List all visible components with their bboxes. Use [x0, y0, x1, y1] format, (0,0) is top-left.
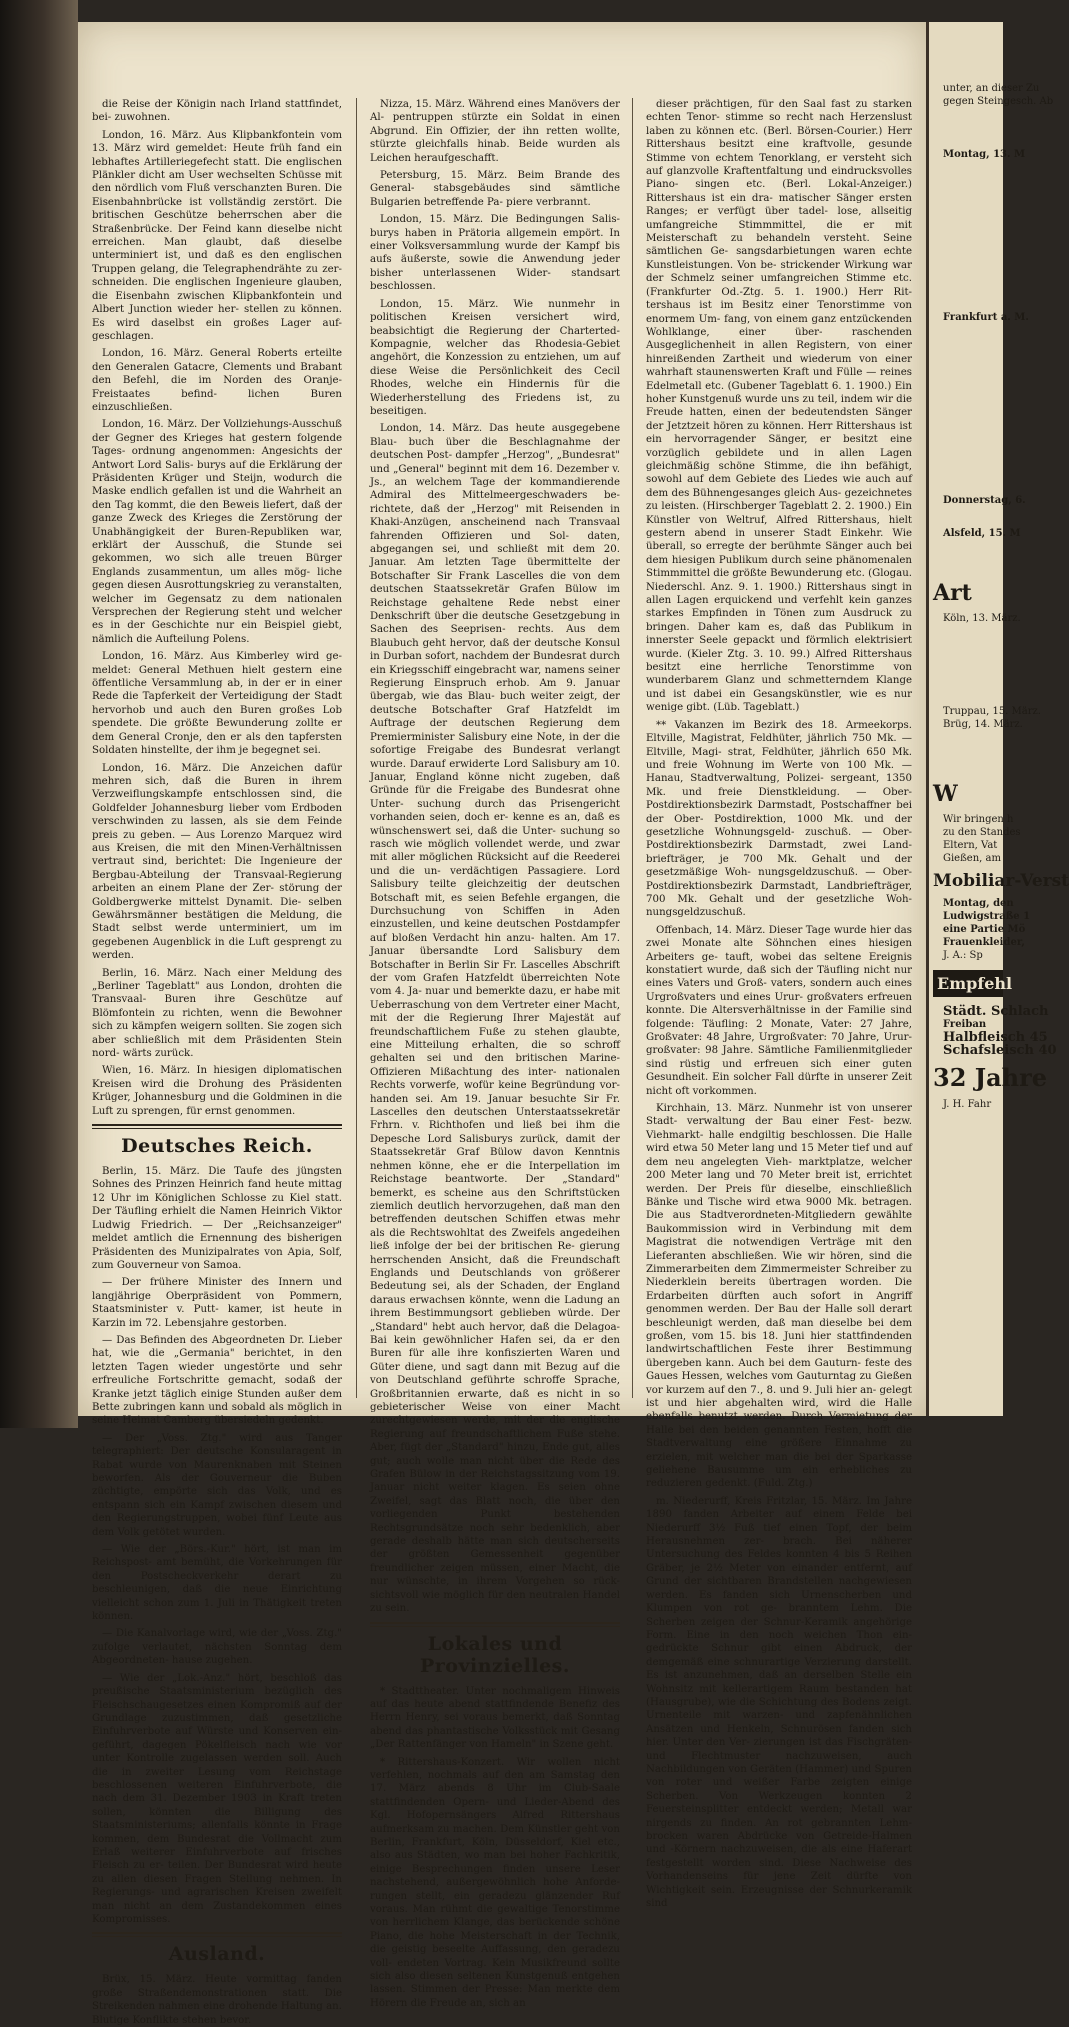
adjacent-line: J. H. Fahr	[943, 1099, 992, 1110]
adjacent-line: eine Partie Mö	[943, 924, 1026, 935]
column-rule	[632, 98, 633, 1398]
article-paragraph: London, 16. März. Die Anzeichen dafür mehren sich, daß die Buren in ihrem Verzweiflungskampfe entschlossen sind, die Goldfelder Johannesburg lieber vom Erdboden verschwinden zu lassen, als sie dem Feinde preis zu geben. — Aus Lorenzo Marquez wird aus Kreisen, die mit den Minen-Verhältnissen vertraut sind, berichtet: Die Ingenieure der Bergbau-Abteilung der Transvaal-Regierung arbeiten an einem Plane der Zer- störung der Goldbergwerke mittelst Dynamit. Die- selben Gewährsmänner bestätigen die Meldung, die Stadt selbst werde unterminiert, um im gegebenen Augenblick in die Luft gesprengt zu werden.	[92, 762, 342, 962]
article-paragraph: ** Vakanzen im Bezirk des 18. Armeekorps. Eltville, Magistrat, Feldhüter, jährlich 750 Mk. — Eltville, Magi- strat, Feldhüter, jährlich 650 Mk. und freie Wohnung im Werte von 100 Mk. — Hanau, Stadtverwaltung, Polizei- sergeant, 1350 Mk. und freie Dienstkleidung. — Ober- Postdirektionsbezirk Darmstadt, Postschaffner bei der Ober- Postdirektion, 1000 Mk. und der gesetzliche Wohnungsgeld- zuschuß. — Ober-Postdirektionsbezirk Darmstadt, zwei Land- briefträger, je 700 Mk. Gehalt und der gesetzmäßige Woh- nungsgeldzuschuß. — Ober-Postdirektionsbezirk Darmstadt, Landbriefträger, 700 Mk. Gehalt und der gesetzliche Woh- nungsgeldzuschuß.	[646, 719, 912, 919]
article-paragraph: dieser prächtigen, für den Saal fast zu starken echten Tenor- stimme so recht nach Herzenslust laben zu können etc. (Berl. Börsen-Courier.) Herr Rittershaus besitzt eine kraftvolle, gesunde Stimme von echtem Tenorklang, er versteht sich auf glanzvolle Kraftentfaltung und eindrucksvolles Piano- singen etc. (Berl. Lokal-Anzeiger.) Rittershaus ist ein dra- matischer Sänger ersten Ranges; er verfügt über tadel- lose, allseitig umfangreiche Stimmmittel, die er mit Meisterschaft zu behandeln versteht. Seine sämtlichen Ge- sangsdarbietungen waren echte Kunstleistungen. Von be- strickender Wirkung war der Schmelz seiner umfangreichen Stimme etc. (Frankfurter Od.-Ztg. 5. 1. 1900.) Herr Rit- tershaus ist im Besitz einer Tenorstimme von enormem Um- fang, von einem ganz entzückenden Wohlklange, einer über- raschenden Ausgeglichenheit in allen Registern, von einer hinreißenden Zartheit und wiederum von einer wahrhaft staunenswerten Kraft und Fülle — reines Edelmetall etc. (Gubener Tageblatt 6. 1. 1900.) Ein hoher Kunstgenuß wurde uns zu teil, indem wir die Freude hatten, einen der bedeutendsten Sänger der Jetztzeit hören zu können. Herr Rittershaus ist ein hervorragender Sänger, er besitzt eine vorzüglich gebildete und in allen Lagen gleichmäßig schöne Stimme, die ihn befähigt, sowohl auf dem Gebiete des Liedes wie auch auf dem des Bühnengesanges gleich Aus- gezeichnetes zu leisten. (Hirschberger Tageblatt 2. 2. 1900.) Ein Künstler von Weltruf, Alfred Rittershaus, hielt gestern abend in unserer Stadt Einkehr. Wie überall, so erregte der berühmte Sänger auch bei dem hiesigen Publikum durch seine phänomenalen Stimmmittel die größte Bewunderung etc. (Glogau. Niederschl. Anz. 9. 1. 1900.) Rittershaus singt in allen Lagen erquickend und verfehlt kein ganzes starkes Empfinden in Tönen zum Ausdruck zu bringen. Daher kam es, daß das Publikum in innerster Seele gepackt und förmlich elektrisiert wurde. (Kieler Ztg. 3. 10. 99.) Alfred Rittershaus besitzt eine herrliche Tenorstimme von wunderbarem Glanz und schmetterndem Klange und ist dabei ein Gesangskünstler, wie es nur wenige gibt. (Lüb. Tageblatt.)	[646, 99, 912, 714]
newspaper-page	[78, 22, 926, 2026]
adjacent-line: Alsfeld, 15. M	[943, 528, 1021, 539]
article-paragraph: Kirchhain, 13. März. Nunmehr ist von unserer Stadt- verwaltung der Bau einer Fest- bezw. Viehmarkt- halle endgiltig beschlossen. Die Halle wird etwa 50 Meter lang und 15 Meter tief und auf dem neu angelegten Vieh- marktplatze, welcher 200 Meter lang und 70 Meter breit ist, errichtet werden. Der Preis für dieselbe, einschließlich Bänke und Tische wird etwa 9000 Mk. betragen. Die aus Stadtverordneten-Mitgliedern gewählte Baukommission wird in Verbindung mit dem Magistrat die notwendigen Verträge mit den Lieferanten abschließen. Wie wir hören, sind die Zimmerarbeiten dem Zimmermeister Schreiber zu Niederklein bereits übertragen worden. Die Erdarbeiten dürften auch sofort in Angriff genommen werden. Der Bau der Halle soll derart beschleunigt werden, daß man dieselbe bei dem großen, vom 15. bis 18. Juni hier stattfindenden landwirtschaftlichen Feste ihrer Bestimmung übergeben kann. Auch bei dem Gauturn- feste des Gaues Hessen, welches vom Gauturntag zu Gießen vor kurzem auf den 7., 8. und 9. Juli hier an- gelegt ist und hier abgehalten wird, wird die Halle ebenfalls benutzt werden. Durch Vermietung der Halle bei den beiden genannten Festen, hofft die Stadtverwaltung eine größere Einnahme zu erzielen, mit welcher man die bei der Sparkasse geliehene Bausumme um ein erhebliches zu reduzieren gedenkt. (Fuld. Ztg.)	[646, 1103, 912, 1490]
column-2	[370, 98, 620, 2009]
article-paragraph: London, 15. März. Die Bedingungen Salis- burys haben in Prätoria allgemein empört. In einer Volksversammlung wurde der Kampf bis aufs äußerste, sowie die Anwendung jeder bisher unterlassenen Wider- standsart beschlossen.	[370, 214, 620, 293]
column-rule	[356, 98, 357, 1398]
article-paragraph: London, 15. März. Wie nunmehr in politischen Kreisen versichert wird, beabsichtigt die Regierung der Charterted- Kompagnie, welcher das Rhodesia-Gebiet angehört, die Konzession zu entziehen, um auf diese Weise die Persönlichkeit des Cecil Rhodes, welche ein Hindernis für die Wiederherstellung des Friedens ist, zu beseitigen.	[370, 298, 620, 417]
adjacent-line: Gießen, am	[943, 853, 1001, 864]
article-paragraph: — Die Kanalvorlage wird, wie der „Voss. Ztg." zufolge verlautet, nächsten Sonntag dem Abgeordneten- hause zugehen.	[92, 1628, 342, 1667]
article-paragraph: Wien, 16. März. In hiesigen diplomatischen Kreisen wird die Drohung des Präsidenten Krüger, Johannesburg und die Goldminen in die Luft zu sprengen, für ernst genommen.	[92, 1065, 342, 1117]
article-paragraph: Berlin, 15. März. Die Taufe des jüngsten Sohnes des Prinzen Heinrich fand heute mittag 12 Uhr im Königlichen Schlosse zu Kiel statt. Der Täufling erhielt die Namen Heinrich Viktor Ludwig Friedrich. — Der „Reichsanzeiger" meldet amtlich die Ernennung des bisherigen Präsidenten des Munizipalrates von Apia, Solf, zum Gouverneur von Samoa.	[92, 1166, 342, 1271]
section-heading: Ausland.	[168, 1943, 266, 1966]
adjacent-banner: Empfehl	[933, 970, 1003, 997]
adjacent-text-c	[933, 612, 1041, 731]
section-divider	[92, 1124, 342, 1126]
article-paragraph: — Wie der „Börs.-Kur." hört, ist man im Reichspost- amt bemüht, die Vorkehrungen für den Postscheckverkehr derart zu beschleunigen, daß die neue Einrichtung vielleicht schon zum 1. Juli in Thätigkeit treten können.	[92, 1544, 342, 1623]
adjacent-line: J. A.: Sp	[943, 950, 983, 961]
adjacent-line: Freiban	[943, 1019, 987, 1030]
adjacent-line: Montag, den	[943, 898, 1014, 909]
adjacent-line: unter, an dieser Zu	[943, 83, 1040, 94]
adjacent-line: zu den Standes	[943, 827, 1021, 838]
adjacent-line: Köln, 13. März.	[943, 613, 1021, 624]
adjacent-heading: Mobiliar-Verst	[933, 871, 1069, 891]
article-paragraph: * Rittershaus-Konzert. Wir wollen nicht verfehlen, nochmals auf den am Samstag den 17. März abends 8 Uhr im Club-Saale stattfindenden Opern- und Lieder-Abend des Kgl. Hofopernsängers Alfred Rittershaus aufmerksam zu machen. Dem Künstler geht von Berlin, Frankfurt, Köln, Düsseldorf, Kiel etc., also aus Städten, wo man bei hoher Fachkritik, einige Besprechungen finden unsere Leser nachstehend, außergewöhnlich hohe Anforde- rungen stellt, ein geradezu glänzender Ruf voraus. Man rühmt die gewaltige Tenorstimme von herrlichem Klange, das berückende schöne Piano, die hohe Meisterschaft in der Technik, die geistig beseelte Auffassung, den geradezu voll- endeten Vortrag. Kein Musikfreund sollte sich also diesen seltenen Kunstgenuß entgehen lassen. Stimmen der Presse: Man merkte dem Hörern die Freude an, sich an	[370, 1756, 620, 2009]
adjacent-text-b	[933, 148, 1029, 540]
article-paragraph: — Das Befinden des Abgeordneten Dr. Lieber hat, wie die „Germania" berichtet, in den letzten Tagen wieder ungestörte und sehr erfreuliche Fortschritte gemacht, sodaß der Kranke jetzt täglich einige Stunden außer dem Bette zubringen kann und sobald als möglich in seine Heimat Camberg übersiedeln gedenkt.	[92, 1334, 342, 1427]
section-heading: Deutsches Reich.	[121, 1135, 313, 1158]
article-paragraph: — Der „Voss. Ztg." wird aus Tanger telegraphiert: Der deutsche Konsularagent in Rabat wurde von Maurenknaben mit Steinen beworfen. Als der Gouverneur die Buben züchtigte, empörte sich das Volk, und es entspann sich ein Kampf zwischen diesem und den Regierungstruppen, wobei fünf Leute aus dem Volk getötet wurden.	[92, 1432, 342, 1538]
section-divider	[370, 1626, 620, 1627]
column-1	[92, 98, 342, 2026]
adjacent-heading: W	[933, 781, 958, 807]
article-paragraph: London, 16. März. General Roberts erteilte den Generalen Gatacre, Clements und Brabant den Befehl, die im Norden des Oranje-Freistaates befind- lichen Buren einzuschließen.	[92, 348, 342, 413]
article-paragraph: Offenbach, 14. März. Dieser Tage wurde hier das zwei Monate alte Söhnchen eines hiesigen Arbeiters ge- tauft, wobei das seltene Ereignis konstatiert wurde, daß sich der Täufling nicht nur eines Vaters und Groß- vaters, sondern auch eines Urgroßvaters und eines Urur- großvaters erfreuen konnte. Die Altersverhältnisse in der Familie sind folgende: Täufling: 2 Monate, Vater: 27 Jahre, Großvater: 48 Jahre, Urgroßvater: 70 Jahre, Urur- großvater: 98 Jahre. Sämtliche Familienmitglieder sind rüstig und erfreuen sich einer guten Gesundheit. Ein solcher Fall dürfte in unserer Zeit nicht oft vorkommen.	[646, 924, 912, 1097]
adjacent-line: Montag, 13. M	[943, 149, 1026, 160]
article-paragraph: Petersburg, 15. März. Beim Brande des General- stabsgebäudes sind sämtliche Bulgarien betreffende Pa- piere verbrannt.	[370, 170, 620, 208]
adjacent-line: Städt. Schlach	[943, 1004, 1049, 1019]
adjacent-line: Brüg, 14. März.	[943, 719, 1023, 730]
adjacent-heading: Art	[933, 580, 972, 606]
article-paragraph: m. Niederurff, Kreis Fritzlar, 15. März. Im Jahre 1890 fanden Arbeiter auf einem Felde bei Niederurff 3½ Fuß tief einen Topf, der beim Herausnehmen zer- brach. Bei näherer Untersuchung des Feldes konnten 4 bis 5 Reihen Gräber, je 2½ Meter von einander entfernt, auf Grund der sichtbaren Brandstellen nachgewiesen werden. Es fanden sich Urnenscherben und Klumpen von rot ge- branntem Lehm. Die Scherben zeigen der Schnur-Keramik angehörige Form. Eine in den noch weichen Thon ein- gedrückte Schnur gibt einen Abdruck, der demgemäß eine schnurartige Verzierung darstellt. Es ist anzunehmen, daß an derselben Stelle ein Wohnsitz mit kellerartigem Raum bestanden hat (Hausgrube), wie die Schichtung des Bodens zeigt. Urnenteile mit warzen- und zapfenähnlichen Ansätzen und Henkeln, Schnurösen fanden sich hier. Unter den Ver- zierungen ist das Fischgräten- und Flechtmuster nachzuweisen, auch Nachbildungen von Geräten (Hammer) und Spuren von roter und weißer Farbe zeigten einige Scherben. Von Werkzeugen konnten 2 Feuersteinsplitter entdeckt werden; Metall war nirgends zu finden. An rot gebrannten Lehm- brocken waren Abdrücke von Getreide-Halmen und -Körnern nachzuweisen, die als eine Haferart festgestellt worden sind. Diese Nachweise des Vorhandenseins für jene Zeit dürfte von Wichtigkeit sein. Erzeugnisse der Schnurkeramik sind	[646, 1495, 912, 1910]
section-divider	[92, 1932, 342, 1934]
section-divider	[92, 1128, 342, 1129]
article-paragraph: die Reise der Königin nach Irland stattfindet, bei- zuwohnen.	[92, 99, 342, 124]
adjacent-line: Halbfleisch 45	[943, 1030, 1048, 1045]
article-paragraph: — Der frühere Minister des Innern und langjährige Oberpräsident von Pommern, Staatsminister v. Putt- kamer, ist heute in Karzin im 72. Lebensjahre gestorben.	[92, 1277, 342, 1329]
article-paragraph: Berlin, 16. März. Nach einer Meldung des „Berliner Tageblatt" aus London, drohten die Transvaal- Buren ihre Geschütze auf Blömfontein zu richten, wenn die Bewohner sich zu kämpfen weigern sollten. Sie zogen sich aber schließlich mit dem Präsidenten Stein nord- wärts zurück.	[92, 967, 342, 1060]
adjacent-text-f	[933, 1004, 1057, 1058]
adjacent-line: Frankfurt a. M.	[943, 312, 1029, 323]
adjacent-heading: 32 Jahre	[933, 1063, 1048, 1092]
book-binding	[0, 0, 78, 1428]
article-paragraph: London, 16. März. Aus Kimberley wird ge- meldet: General Methuen hielt gestern eine öffentliche Versammlung ab, in der er in einer Rede die Tapferkeit der Verteidigung der Stadt hervorhob und auch den Buren großes Lob spendete. Die größte Bewunderung zollte er dem General Cronje, den er als den tapfersten Soldaten hinstellte, der ihm je begegnet sei.	[92, 651, 342, 757]
adjacent-line: Donnerstag, 6.	[943, 495, 1026, 506]
adjacent-line: Ludwigstraße 1	[943, 911, 1031, 922]
adjacent-text-e	[933, 897, 1031, 962]
adjacent-line: Truppau, 15. März.	[943, 706, 1041, 717]
adjacent-line: Frauenkleider,	[943, 937, 1025, 948]
adjacent-line: Eltern, Vat	[943, 840, 998, 851]
adjacent-page-edge	[926, 22, 1069, 1416]
article-paragraph: — Wie der „Lok.-Anz." hört, beschloß das preußische Staatsministerium bezüglich des Fleischschaugesetzes einen Kompromiß auf der Grundlage zuzustimmen, daß gesetzliche Einfuhrverbote auf Würste und Konserven ein- geführt, dagegen Pökelfleisch nach wie vor unter Kontrolle zugelassen werden soll. Auch die in zweiter Lesung vom Reichstage beschlossenen weiteren Einfuhrverbote, die nach dem 31. Dezember 1903 in Kraft treten sollen, könnten die Billigung des Staatsministeriums; allenfalls könnte in Frage kommen, dem Bundesrat die Vollmacht zum Erlaß weiterer Einfuhrverbote auf frisches Fleisch zu er- teilen. Der Bundesrat wird heute zu allen diesen Fragen Stellung nehmen. In Regierungs- und agrarischen Kreisen zweifelt man nicht an dem Zustandekommen eines Kompromisses.	[92, 1672, 342, 1925]
article-paragraph: London, 16. März. Der Vollziehungs-Ausschuß der Gegner des Krieges hat gestern folgende Tages- ordnung angenommen: Angesichts der Antwort Lord Salis- burys auf die Erklärung der Präsidenten Krüger und Steijn, wodurch die Maske endlich gefallen ist und die Wahrheit an den Tag kommt, die den Beweis liefert, daß der ganze Zweck des Krieges die Zerstörung der Unabhängigkeit der Buren-Republiken war, erklärt der Ausschuß, die Stunde sei gekommen, wo sich alle treuen Bürger Englands zusammentun, um alles mög- liche gegen diesen Ausrottungskrieg zu veranstalten, welcher im Gegensatz zu dem nationalen Versprechen der Regierung steht und welcher es in der Geschichte nur ein Beispiel giebt, nämlich die Aufteilung Polens.	[92, 419, 342, 645]
adjacent-text-d	[933, 813, 1021, 865]
section-heading: Lokales und Provinzielles.	[420, 1632, 570, 1677]
article-paragraph: Nizza, 15. März. Während eines Manövers der Al- pentruppen stürzte ein Soldat in einen Abgrund. Ein Offizier, der ihn retten wollte, stürzte gleichfalls hinab. Beide wurden als Leichen heraufgeschafft.	[370, 99, 620, 164]
section-divider	[370, 1622, 620, 1624]
article-paragraph: Brüx, 15. März. Heute vormittag fanden große Straßendemonstrationen statt. Die Streikenden nahmen eine drohende Haltung an. Blutige Konflikte stehen bevor.	[92, 1974, 342, 2026]
adjacent-line: Schafsleisch 40	[943, 1043, 1057, 1058]
article-paragraph: London, 16. März. Aus Klipbankfontein vom 13. März wird gemeldet: Heute früh fand ein lebhaftes Artilleriegefecht statt. Die englischen Plänkler dicht am User wechselten Schüsse mit den nördlich vom Fluß verschanzten Buren. Die Eisenbahnbrücke ist vollständig zerstört. Die britischen Geschütze beherrschen aber die Straßenbrücke. Der Feind kann dieselbe nicht erreichen. Man glaubt, daß dieselbe unterminiert ist, und daß es den englischen Truppen gelang, die Telegraphendrähte zu zer- schneiden. Die englischen Ingenieure glauben, die Eisenbahn zwischen Klipbankfontein und Albert Junction wieder her- stellen zu können. Es wird daselbst ein großes Lager auf- geschlagen.	[92, 129, 342, 342]
article-paragraph: London, 14. März. Das heute ausgegebene Blau- buch über die Beschlagnahme der deutschen Post- dampfer „Herzog", „Bundesrat" und „General" beginnt mit dem 16. Dezember v. Js., an welchem Tage der kommandierende Admiral des Mittelmeergeschwaders be- richtete, daß der „Herzog" mit Reisenden in Khaki-Anzügen, anscheinend nach Transvaal fahrenden Offizieren und Sol- daten, abgegangen sei, und schließt mit dem 20. Januar. Am letzten Tage übermittelte der Botschafter Sir Frank Lascelles die von dem deutschen Staatssekretär Grafen Bülow im Reichstage gehaltene Rede nebst einer Denkschrift über die deutsche Gesetzgebung in Sachen des Seeprisen- rechts. Aus dem Blaubuch geht hervor, daß der deutsche Konsul in Durban sofort, nachdem der Bundesrat durch ein Kriegsschiff eingebracht war, namens seiner Regierung Einspruch erhob. Am 9. Januar übergab, wie das Blau- buch weiter zeigt, der deutsche Botschafter Graf Hatzfeldt im Auftrage der deutschen Regierung dem Premierminister Salisbury eine Note, in der die sofortige Freigabe des Bundesrat verlangt wurde. Darauf erwiderte Lord Salisbury am 10. Januar, England könne nicht zugeben, daß Gründe für die Freigabe des Bundesrat ohne Unter- suchung durch das Prisengericht vorhanden seien, doch er- kenne es an, daß es wünschenswert sei, daß die Unter- suchung so rasch wie möglich vollendet werde, und zwar mit aller möglichen Rücksicht auf die Reederei und die un- verdächtigen Passagiere. Lord Salisbury teilte gleichzeitig der deutschen Botschaft mit, es seien Befehle ergangen, die Durchsuchung von Schiffen in Aden einzustellen, und keine deutschen Postdampfer auf bloßen Verdacht hin anzu- halten. Am 17. Januar übersandte Lord Salisbury dem Botschafter in Berlin Sir Fr. Lascelles Abschrift der vom Grafen Hatzfeldt überreichten Note vom 4. Ja- nuar und bemerkte dazu, er habe mit Ueberraschung von dem Vertreter einer Macht, mit der die Regierung Ihrer Majestät auf freundschaftlichem Fuße zu stehen glaubte, eine Mitteilung erhalten, die so schroff gehalten sei und den britischen Marine-Offizieren Mißachtung des inter- nationalen Rechts vorwerfe, wofür keine Begründung vor- handen sei. Am 19. Januar besuchte Sir Fr. Lascelles den deutschen Unterstaatssekretär Frhrn. v. Richthofen und ließ bei ihm die Depesche Lord Salisburys zurück, damit der Staatssekretär Graf Bülow davon Kenntnis nehmen könne, ehe er die Interpellation im Reichstage beantworte. Der „Standard" bemerkt, es scheine aus den Schriftstücken ziemlich deutlich hervorzugehen, daß man den betreffenden deutschen Schiffen etwas mehr als die Rechtswohltat des Zweifels angedeihen ließ infolge der bei der britischen Re- gierung herrschenden Ansicht, daß die Freundschaft Englands und Deutschlands von größerer Bedeutung sei, als der Schaden, der England daraus erwachsen könnte, wenn die Ladung an ihrem Bestimmungsort geblieben würde. Der „Standard" hebt auch hervor, daß die Delagoa-Bai kein gewöhnlicher Hafen sei, da er den Buren für alle ihre konfiszierten Waren und Güter diene, und sagt dann mit Bezug auf die von Deutschland geführte schroffe Sprache, Großbritannien erwarte, daß es nicht in so gebieterischer Weise von einer Macht zurechtgewiesen werde, mit der die englische Regierung auf freundschaftlichem Fuße stehe. Aber, fügt der „Standard" hinzu, Ende gut, alles gut; auch wolle man nicht über die Rede des Grafen Bülow in der Reichstagssitzung vom 19. Januar nicht weiter klagen. Es seien ohne Zweifel, sagt das Blatt noch, die über den vorliegenden Punkt bestehenden Rechtsgrundsätze noch sehr bedenklich, aber gerade deshalb hätte man sich deutscherseits der größten Gemessenheit gegenüber freundlicher zeigen müssen, einer Macht, die nur wünschte, in ihrem Vorgehen so rück- sichtsvoll wie möglich für den neutralen Handel zu sein.	[370, 423, 620, 1615]
adjacent-line: gegen Steingesch. Ab	[943, 96, 1054, 107]
adjacent-text-a	[933, 82, 1054, 108]
section-divider	[92, 1936, 342, 1937]
article-paragraph: * Stadttheater. Unter nochmaligem Hinweis auf das heute abend stattfindende Benefiz des Herrn Henry, sei voraus bemerkt, daß Sonntag abend das phantastische Volksstück mit Gesang „Der Rattenfänger von Hameln" in Szene geht.	[370, 1685, 620, 1751]
adjacent-line: Wir bringen h	[943, 814, 1014, 825]
column-3	[646, 98, 912, 1910]
